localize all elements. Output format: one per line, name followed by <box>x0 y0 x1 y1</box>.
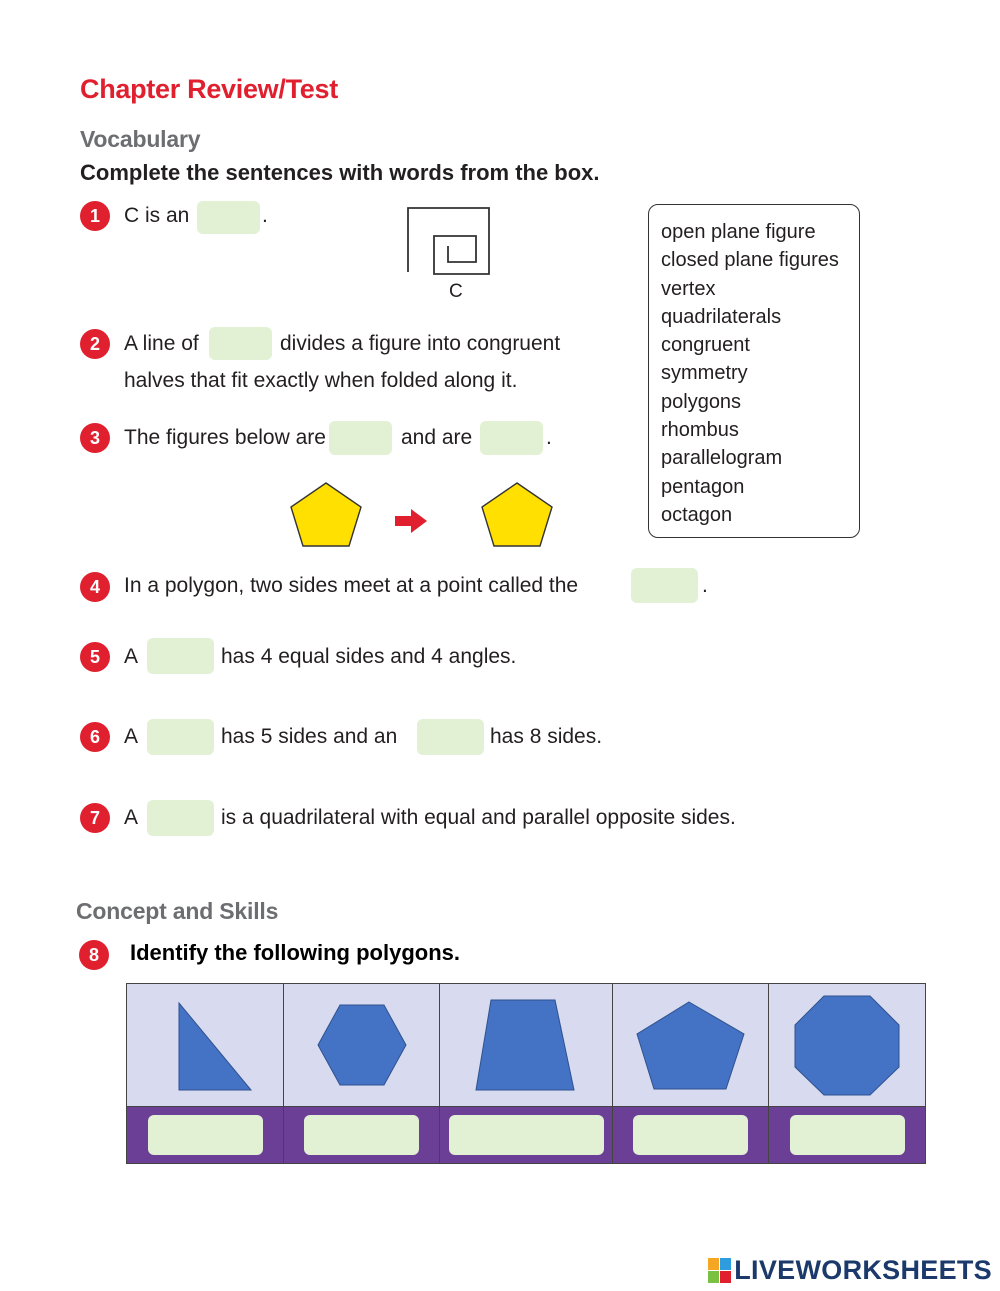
word-item: symmetry <box>661 362 748 385</box>
q6-text-middle: has 5 sides and an <box>221 725 398 748</box>
triangle-icon <box>155 995 255 1095</box>
question-number-5: 5 <box>80 642 110 672</box>
q6-text-start: A <box>124 725 139 748</box>
q2-text-start: A line of <box>124 332 199 355</box>
instruction-text: Complete the sentences with words from the box. <box>80 160 600 185</box>
word-item: polygons <box>661 390 742 413</box>
concepts-heading: Concept and Skills <box>76 898 279 924</box>
polygon-column <box>613 984 769 1163</box>
shape-cell <box>440 984 612 1107</box>
open-figure-c-icon <box>400 200 500 280</box>
polygon-answer-blank-2[interactable] <box>304 1115 419 1155</box>
q7-text-start: A <box>124 806 139 829</box>
q6-answer-blank-1[interactable] <box>147 719 214 755</box>
polygon-column <box>440 984 613 1163</box>
q3-answer-blank-2[interactable] <box>480 421 543 455</box>
polygon-column <box>769 984 925 1163</box>
answer-cell <box>613 1107 768 1163</box>
q8-instruction: Identify the following polygons. <box>130 940 460 965</box>
q5-text-start: A <box>124 645 139 668</box>
q4-text-end: . <box>702 574 708 597</box>
word-item: open plane figure <box>661 221 816 243</box>
word-item: pentagon <box>661 475 745 498</box>
polygon-column <box>127 984 284 1163</box>
q7-answer-blank[interactable] <box>147 800 214 836</box>
trapezoid-icon <box>471 995 581 1095</box>
arrow-right-icon <box>393 508 429 534</box>
word-item: closed plane figures <box>661 249 839 272</box>
question-number-7: 7 <box>80 803 110 833</box>
vocabulary-heading: Vocabulary <box>80 126 201 152</box>
word-list <box>649 205 859 529</box>
answer-cell <box>769 1107 925 1163</box>
liveworksheets-logo <box>708 1255 992 1286</box>
question-number-2: 2 <box>80 329 110 359</box>
question-number-3: 3 <box>80 423 110 453</box>
q3-text-start: The figures below are <box>124 426 326 449</box>
answer-cell <box>440 1107 612 1163</box>
word-item: octagon <box>661 503 733 526</box>
hexagon-icon <box>312 1000 412 1090</box>
shape-cell <box>613 984 768 1107</box>
q5-text-end: has 4 equal sides and 4 angles. <box>221 645 517 668</box>
question-number-8: 8 <box>79 940 109 970</box>
q1-answer-blank[interactable] <box>197 201 260 234</box>
q3-text-middle: and are <box>401 426 473 449</box>
polygon-answer-blank-4[interactable] <box>633 1115 748 1155</box>
polygon-answer-blank-1[interactable] <box>148 1115 263 1155</box>
word-item: congruent <box>661 334 750 357</box>
polygon-answer-blank-5[interactable] <box>790 1115 905 1155</box>
chapter-title: Chapter Review/Test <box>80 74 338 104</box>
q3-text-end: . <box>546 426 552 449</box>
pentagon-icon <box>634 997 748 1093</box>
q6-answer-blank-2[interactable] <box>417 719 484 755</box>
octagon-icon <box>792 993 902 1097</box>
answer-cell <box>127 1107 283 1163</box>
question-number-4: 4 <box>80 572 110 602</box>
question-number-6: 6 <box>80 722 110 752</box>
q2-text-end: halves that fit exactly when folded along it. <box>124 369 518 392</box>
shape-cell <box>284 984 439 1107</box>
shape-cell <box>127 984 283 1107</box>
word-item: rhombus <box>661 419 739 442</box>
q2-text-middle: divides a figure into congruent <box>280 332 561 355</box>
word-item: vertex <box>661 277 716 300</box>
q1-text-start: C is an <box>124 204 190 227</box>
pentagon-right-icon <box>479 480 555 550</box>
q7-text-end: is a quadrilateral with equal and parallel opposite sides. <box>221 806 736 829</box>
pentagon-left-icon <box>288 480 364 550</box>
brand-name: LIVEWORKSHEETS <box>734 1255 992 1285</box>
polygon-answer-blank-3[interactable] <box>449 1115 604 1155</box>
word-box <box>648 204 860 538</box>
shape-cell <box>769 984 925 1107</box>
polygon-column <box>284 984 440 1163</box>
question-number-1: 1 <box>80 201 110 231</box>
q6-text-end: has 8 sides. <box>490 725 603 748</box>
q4-answer-blank[interactable] <box>631 568 698 603</box>
q1-text-end: . <box>262 204 268 227</box>
q2-answer-blank[interactable] <box>209 327 272 360</box>
q3-answer-blank-1[interactable] <box>329 421 392 455</box>
q5-answer-blank[interactable] <box>147 638 214 674</box>
word-item: parallelogram <box>661 447 783 470</box>
answer-cell <box>284 1107 439 1163</box>
figure-label-c: C <box>449 281 463 302</box>
brand-grid-icon <box>708 1258 731 1283</box>
q4-text: In a polygon, two sides meet at a point called the <box>124 574 579 597</box>
polygon-table <box>126 983 926 1164</box>
word-item: quadrilaterals <box>661 305 782 328</box>
